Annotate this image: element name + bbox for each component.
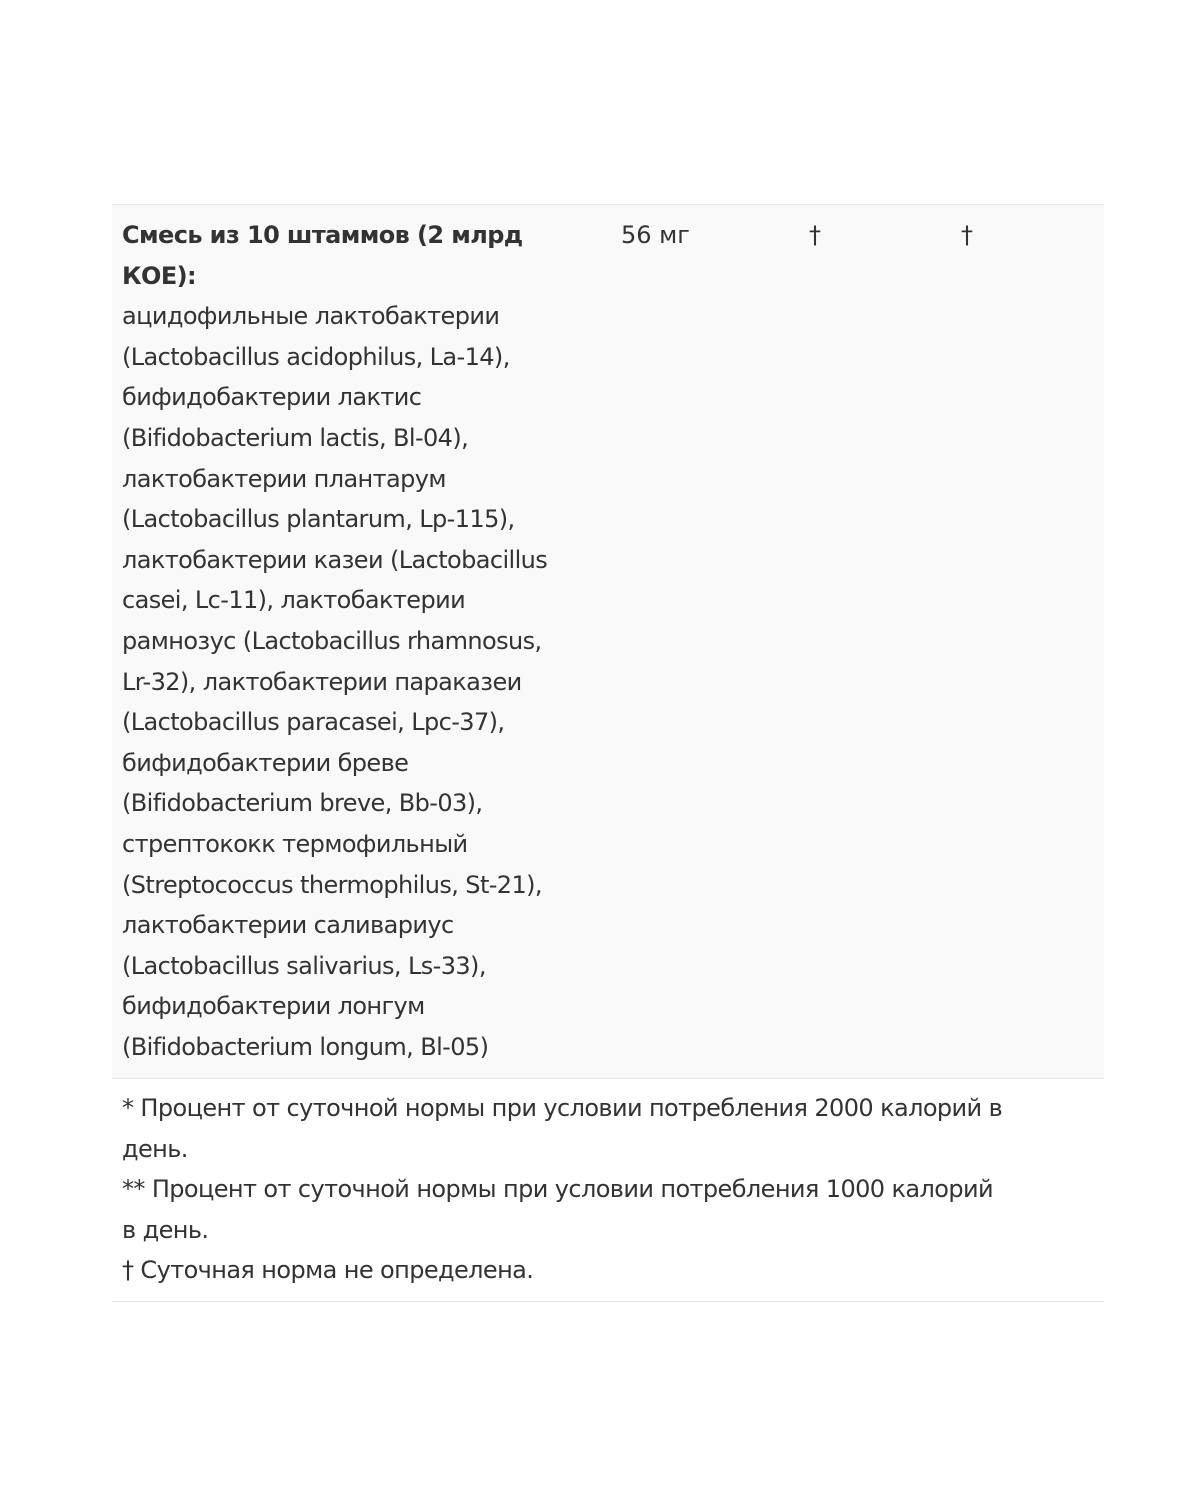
ingredient-title-line-1: Смесь из 10 штаммов (2 млрд bbox=[122, 221, 523, 249]
ingredient-amount: 56 мг bbox=[621, 221, 690, 249]
daily-value-2000-cell: † bbox=[809, 221, 821, 249]
ingredient-description-line: (Lactobacillus acidophilus, La-14), bbox=[122, 342, 510, 371]
supplement-facts-table bbox=[112, 204, 1104, 1302]
ingredient-description-line: (Lactobacillus plantarum, Lp-115), bbox=[122, 505, 515, 534]
footnote-line: † Суточная норма не определена. bbox=[122, 1256, 534, 1285]
ingredient-description-line: (Streptococcus thermophilus, St-21), bbox=[122, 870, 542, 899]
ingredient-description-line: casei, Lc-11), лактобактерии bbox=[122, 586, 466, 615]
footnote-line: в день. bbox=[122, 1215, 209, 1244]
ingredient-description-line: бифидобактерии лактис bbox=[122, 383, 422, 412]
ingredient-description-line: бифидобактерии бреве bbox=[122, 748, 409, 777]
ingredient-description-line: ацидофильные лактобактерии bbox=[122, 302, 500, 331]
ingredient-description-line: стрептококк термофильный bbox=[122, 829, 468, 858]
ingredient-description-line: лактобактерии плантарум bbox=[122, 464, 446, 493]
ingredient-description-line: (Lactobacillus salivarius, Ls-33), bbox=[122, 951, 486, 980]
ingredient-row bbox=[112, 204, 1104, 1079]
ingredient-description-line: (Bifidobacterium longum, Bl-05) bbox=[122, 1032, 489, 1061]
ingredient-description-line: (Bifidobacterium breve, Bb-03), bbox=[122, 789, 483, 818]
ingredient-name-cell bbox=[122, 215, 602, 1067]
ingredient-title-line-2: КОЕ): bbox=[122, 261, 196, 290]
footnotes bbox=[122, 1088, 1097, 1291]
ingredient-description-line: рамнозус (Lactobacillus rhamnosus, bbox=[122, 626, 542, 655]
ingredient-description-line: бифидобактерии лонгум bbox=[122, 992, 425, 1021]
footnote-line: день. bbox=[122, 1134, 188, 1163]
daily-value-1000-cell: † bbox=[961, 221, 973, 249]
footnote-line: ** Процент от суточной нормы при условии потребления 1000 калорий bbox=[122, 1175, 993, 1204]
ingredient-description-line: Lr-32), лактобактерии параказеи bbox=[122, 667, 522, 696]
ingredient-description-line: (Bifidobacterium lactis, Bl-04), bbox=[122, 423, 469, 452]
ingredient-description-line: лактобактерии саливариус bbox=[122, 911, 454, 940]
ingredient-description-line: лактобактерии казеи (Lactobacillus bbox=[122, 545, 548, 574]
footnote-line: * Процент от суточной нормы при условии потребления 2000 калорий в bbox=[122, 1094, 1003, 1122]
footnotes-row bbox=[112, 1079, 1104, 1302]
ingredient-description-line: (Lactobacillus paracasei, Lpc-37), bbox=[122, 708, 505, 737]
